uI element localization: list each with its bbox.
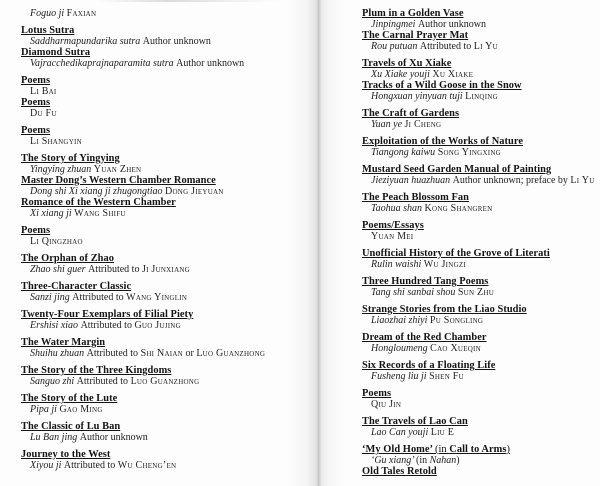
work-entry <box>21 125 299 147</box>
work-entry <box>362 136 596 158</box>
work-title <box>362 80 596 91</box>
text-segment-italic: Rulin waishi <box>371 259 424 270</box>
text-segment-regular: Author unknown <box>176 58 245 69</box>
work-title <box>21 197 299 208</box>
text-segment-italic: Shuihu zhuan <box>30 348 87 359</box>
text-segment-bold: Old Tales Retold <box>362 466 437 477</box>
work-detail <box>21 136 299 147</box>
entry-group <box>362 360 596 382</box>
work-title <box>21 365 299 376</box>
text-segment-regular: Author unknown; preface by <box>452 175 571 186</box>
text-segment-smallcaps: Shen Fu <box>429 371 464 382</box>
entry-group <box>362 388 596 410</box>
column-right <box>362 8 596 483</box>
text-segment-bold: Master Dong’s Western Chamber Romance <box>21 175 216 186</box>
work-detail <box>21 36 299 47</box>
text-segment-bold: Exploitation of the Works of Nature <box>362 136 523 147</box>
text-segment-italic: Zhao shi guer <box>30 264 89 275</box>
text-segment-bold: Travels of Xu Xiake <box>362 58 452 69</box>
work-title <box>362 304 596 315</box>
text-segment-bold: The Craft of Gardens <box>362 108 460 119</box>
work-detail <box>362 455 596 466</box>
work-detail <box>21 432 299 443</box>
text-segment-bold: Plum in a Golden Vase <box>362 8 464 19</box>
text-segment-regular: ) <box>506 444 510 455</box>
work-entry <box>362 164 596 186</box>
text-segment-italic: Pipa ji <box>30 404 60 415</box>
text-segment-smallcaps: Ji Cheng <box>404 119 442 130</box>
work-title <box>362 136 596 147</box>
text-segment-regular: Attributed to <box>76 376 131 387</box>
work-title <box>362 444 596 455</box>
text-segment-smallcaps: Luo Guanzhong <box>130 376 200 387</box>
text-segment-italic: Tang shi sanbai shou <box>371 287 458 298</box>
entry-group <box>21 153 299 219</box>
text-segment-smallcaps: Xu Xiake <box>432 69 474 80</box>
work-title <box>362 248 596 259</box>
entry-group <box>21 253 299 275</box>
column-left <box>21 8 299 477</box>
text-segment-bold: The Water Margin <box>21 337 106 348</box>
text-segment-bold: Lotus Sutra <box>21 25 75 36</box>
work-detail <box>362 315 596 326</box>
text-segment-bold: Twenty-Four Exemplars of Filial Piety <box>21 309 194 320</box>
text-segment-smallcaps: Kong Shangren <box>424 203 493 214</box>
text-segment-smallcaps: Faxian <box>66 8 97 19</box>
work-entry <box>362 332 596 354</box>
work-entry <box>362 304 596 326</box>
text-segment-smallcaps: Yuan Mei <box>371 231 414 242</box>
text-segment-regular: (in <box>434 444 450 455</box>
text-segment-smallcaps: Pu Songling <box>429 315 484 326</box>
work-detail <box>362 287 596 298</box>
entry-group <box>362 332 596 354</box>
entry-group <box>362 276 596 298</box>
work-detail <box>362 91 596 102</box>
text-segment-smallcaps: Li Qingzhao <box>30 236 83 247</box>
text-segment-smallcaps: Song Yingxing <box>437 147 501 158</box>
work-entry <box>21 309 299 331</box>
entry-group <box>362 108 596 130</box>
work-detail <box>362 343 596 354</box>
text-segment-italic: Sanguo zhi <box>30 376 77 387</box>
entry-group <box>21 309 299 331</box>
entry-group <box>362 444 596 477</box>
text-segment-smallcaps: Li Bai <box>30 86 57 97</box>
work-detail <box>21 264 299 275</box>
work-entry <box>362 30 596 52</box>
text-segment-bold: Three Hundred Tang Poems <box>362 276 489 287</box>
text-segment-regular: ) <box>456 455 460 466</box>
text-segment-smallcaps: Gao Ming <box>59 404 103 415</box>
entry-group <box>362 416 596 438</box>
work-entry <box>362 416 596 438</box>
text-segment-bold: Unofficial History of the Grove of Literati <box>362 248 550 259</box>
text-segment-smallcaps: Ji Junxiang <box>141 264 190 275</box>
work-entry <box>21 75 299 97</box>
text-segment-bold: The Travels of Lao Can <box>362 416 468 427</box>
text-segment-italic: Yuan ye <box>371 119 405 130</box>
entry-group <box>362 136 596 158</box>
text-segment-bold: Diamond Sutra <box>21 47 91 58</box>
work-entry <box>362 388 596 410</box>
entry-group <box>21 8 299 19</box>
entry-group <box>21 421 299 443</box>
text-segment-italic: ‘Gu xiang’ <box>371 455 416 466</box>
text-segment-bold: Poems <box>21 125 51 136</box>
text-segment-smallcaps: Li Yu <box>570 175 595 186</box>
work-entry <box>362 360 596 382</box>
work-entry <box>21 175 299 197</box>
work-title <box>362 220 596 231</box>
entry-group <box>21 337 299 359</box>
work-detail <box>21 236 299 247</box>
work-detail <box>21 348 299 359</box>
text-segment-smallcaps: Wu Jingzi <box>423 259 466 270</box>
text-segment-italic: Foguo ji <box>30 8 67 19</box>
text-segment-bold: Poems <box>21 225 51 236</box>
work-detail <box>362 69 596 80</box>
entry-group <box>362 192 596 214</box>
entry-group <box>362 220 596 242</box>
work-title <box>21 393 299 404</box>
text-segment-smallcaps: Wang Shifu <box>74 208 126 219</box>
text-segment-bold: Three-Character Classic <box>21 281 132 292</box>
work-entry <box>21 337 299 359</box>
text-segment-bold: Poems <box>21 75 51 86</box>
work-detail <box>362 203 596 214</box>
text-segment-bold: Dream of the Red Chamber <box>362 332 487 343</box>
work-detail <box>21 460 299 471</box>
work-entry <box>362 466 596 477</box>
text-segment-italic: Vajracchedikaprajnaparamita sutra <box>30 58 177 69</box>
work-title <box>21 125 299 136</box>
work-detail <box>362 371 596 382</box>
work-title <box>362 108 596 119</box>
work-detail <box>21 164 299 175</box>
work-title <box>21 75 299 86</box>
work-title <box>21 337 299 348</box>
text-segment-smallcaps: Yuan Zhen <box>93 164 142 175</box>
work-title <box>362 58 596 69</box>
work-entry <box>362 108 596 130</box>
work-title <box>362 388 596 399</box>
text-segment-bold: The Story of the Lute <box>21 393 118 404</box>
entry-group <box>362 8 596 52</box>
work-entry <box>362 8 596 30</box>
work-detail <box>362 119 596 130</box>
text-segment-regular: (in <box>416 455 430 466</box>
work-detail <box>362 175 596 186</box>
entry-group <box>362 164 596 186</box>
work-title <box>21 253 299 264</box>
text-segment-bold: Call to Arms <box>449 444 507 455</box>
text-segment-smallcaps: Li Yu <box>473 41 498 52</box>
work-detail <box>362 231 596 242</box>
entry-group <box>21 75 299 119</box>
work-title <box>362 192 596 203</box>
text-segment-regular: Attributed to <box>63 460 118 471</box>
text-segment-italic: Xu Xiake youji <box>371 69 433 80</box>
text-segment-italic: Hongxuan yinyuan tuji <box>371 91 466 102</box>
text-segment-bold: Poems/Essays <box>362 220 424 231</box>
text-segment-italic: Hongloumeng <box>371 343 431 354</box>
work-title <box>362 30 596 41</box>
work-title <box>21 225 299 236</box>
text-segment-italic: Lao Can youji <box>371 427 431 438</box>
work-entry <box>362 248 596 270</box>
text-segment-smallcaps: Wang Yinglin <box>126 292 188 303</box>
work-title <box>21 449 299 460</box>
work-entry <box>21 25 299 47</box>
text-segment-bold: Mustard Seed Garden Manual of Painting <box>362 164 552 175</box>
text-segment-bold: Tracks of a Wild Goose in the Snow <box>362 80 522 91</box>
work-entry <box>21 197 299 219</box>
text-segment-smallcaps: Guo Jujing <box>134 320 181 331</box>
text-segment-regular: Attributed to <box>72 292 127 303</box>
work-detail <box>362 427 596 438</box>
text-segment-bold: Six Records of a Floating Life <box>362 360 496 371</box>
text-segment-italic: Liaozhai zhiyi <box>371 315 430 326</box>
entry-group <box>21 125 299 147</box>
text-segment-bold: Strange Stories from the Liao Studio <box>362 304 527 315</box>
work-entry <box>362 80 596 102</box>
work-detail <box>21 292 299 303</box>
work-detail <box>21 404 299 415</box>
work-detail <box>21 186 299 197</box>
text-segment-smallcaps: Linqing <box>465 91 498 102</box>
work-entry <box>362 58 596 80</box>
work-title <box>21 281 299 292</box>
text-segment-smallcaps: Wu Cheng’en <box>117 460 177 471</box>
work-entry <box>21 153 299 175</box>
text-segment-italic: Sanzi jing <box>30 292 73 303</box>
text-segment-bold: Journey to the West <box>21 449 111 460</box>
work-detail <box>362 147 596 158</box>
text-segment-smallcaps: Dong Jieyuan <box>165 186 224 197</box>
text-segment-italic: Ershisi xiao <box>30 320 81 331</box>
text-segment-italic: Tiangong kaiwu <box>371 147 438 158</box>
entry-group <box>21 393 299 415</box>
work-title <box>362 276 596 287</box>
work-entry <box>21 8 299 19</box>
entry-group <box>21 281 299 303</box>
work-detail <box>21 208 299 219</box>
text-segment-bold: Romance of the Western Chamber <box>21 197 176 208</box>
text-segment-italic: Jieziyuan huazhuan <box>371 175 453 186</box>
work-entry <box>21 281 299 303</box>
work-entry <box>362 276 596 298</box>
text-segment-bold: The Peach Blossom Fan <box>362 192 469 203</box>
work-detail <box>21 108 299 119</box>
text-segment-italic: Rou putuan <box>371 41 420 52</box>
entry-group <box>21 225 299 247</box>
work-detail <box>21 376 299 387</box>
work-entry <box>21 47 299 69</box>
work-detail <box>362 41 596 52</box>
entry-group <box>21 365 299 387</box>
work-entry <box>362 220 596 242</box>
work-title <box>21 421 299 432</box>
work-title <box>21 97 299 108</box>
text-segment-smallcaps: Luo Guanzhong <box>196 348 266 359</box>
work-detail <box>21 320 299 331</box>
work-entry <box>362 444 596 466</box>
work-entry <box>362 192 596 214</box>
work-detail <box>21 86 299 97</box>
text-segment-regular: Attributed to <box>80 320 135 331</box>
work-entry <box>21 253 299 275</box>
text-segment-smallcaps: Liu E <box>430 427 455 438</box>
text-segment-italic: Nahan <box>429 455 457 466</box>
text-segment-bold: ‘My Old Home’ <box>362 444 435 455</box>
work-title <box>21 47 299 58</box>
work-entry <box>21 365 299 387</box>
text-segment-italic: Fusheng liu ji <box>371 371 430 382</box>
work-title <box>21 309 299 320</box>
work-title <box>21 153 299 164</box>
work-title <box>362 8 596 19</box>
work-title <box>362 332 596 343</box>
work-title <box>362 416 596 427</box>
work-title <box>21 25 299 36</box>
text-segment-italic: Saddharmapundarika sutra <box>30 36 143 47</box>
text-segment-italic: Lu Ban jing <box>30 432 80 443</box>
entry-group <box>21 25 299 69</box>
work-entry <box>21 97 299 119</box>
text-segment-bold: The Story of the Three Kingdoms <box>21 365 172 376</box>
entry-group <box>21 449 299 471</box>
work-title <box>362 164 596 175</box>
text-segment-bold: The Orphan of Zhao <box>21 253 114 264</box>
entry-group <box>362 248 596 270</box>
text-segment-smallcaps: Cao Xueqin <box>430 343 481 354</box>
entry-group <box>362 304 596 326</box>
text-segment-regular: Author unknown <box>142 36 211 47</box>
text-segment-smallcaps: Du Fu <box>30 108 57 119</box>
text-segment-regular: Author unknown <box>417 19 486 30</box>
text-segment-italic: Yingying zhuan <box>30 164 94 175</box>
text-segment-italic: Xiyou ji <box>30 460 64 471</box>
work-entry <box>21 421 299 443</box>
text-segment-regular: Attributed to <box>419 41 474 52</box>
work-detail <box>21 8 299 19</box>
text-segment-italic: Dong shi Xi xiang ji zhugongtiao <box>30 186 165 197</box>
text-segment-smallcaps: Sun Zhu <box>457 287 495 298</box>
text-segment-regular: Author unknown <box>79 432 148 443</box>
text-segment-regular: Attributed to <box>88 264 142 275</box>
text-segment-bold: Poems <box>362 388 392 399</box>
work-detail <box>362 19 596 30</box>
work-entry <box>21 225 299 247</box>
text-segment-italic: Jinpingmei <box>371 19 418 30</box>
text-segment-bold: The Classic of Lu Ban <box>21 421 121 432</box>
text-segment-italic: Xi xiang ji <box>30 208 75 219</box>
scan-artifact-top-edge <box>95 0 280 2</box>
text-segment-smallcaps: Qiu Jin <box>371 399 402 410</box>
work-title <box>362 466 596 477</box>
work-entry <box>21 449 299 471</box>
work-entry <box>21 393 299 415</box>
work-title <box>362 360 596 371</box>
text-segment-italic: Taohua shan <box>371 203 425 214</box>
text-segment-regular: Attributed to <box>86 348 141 359</box>
entry-group <box>362 58 596 102</box>
text-segment-bold: Poems <box>21 97 51 108</box>
work-title <box>21 175 299 186</box>
work-detail <box>362 259 596 270</box>
text-segment-smallcaps: Shi Naian <box>140 348 183 359</box>
work-detail <box>21 58 299 69</box>
text-segment-regular: or <box>182 348 197 359</box>
text-segment-smallcaps: Li Shangyin <box>30 136 82 147</box>
text-segment-bold: The Carnal Prayer Mat <box>362 30 469 41</box>
text-segment-bold: The Story of Yingying <box>21 153 120 164</box>
work-detail <box>362 399 596 410</box>
